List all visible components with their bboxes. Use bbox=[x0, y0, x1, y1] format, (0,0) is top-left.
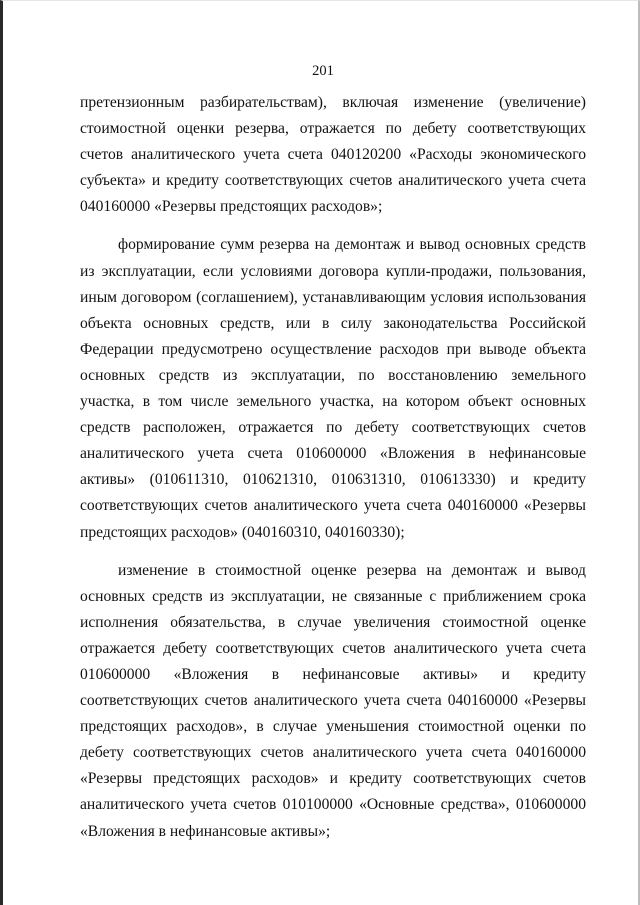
page-number: 201 bbox=[312, 63, 334, 79]
paragraph-3: изменение в стоимостной оценке резерва на демонтаж и вывод основных средств из эксплуатации, не связанные с приближением срока исполнения обязательства, в случае увеличения стоимостной оценке отражается дебету соответствующих счетов аналитического учета счета 010600000 «Вложения в нефинансовые активы» и кредиту соответствующих счетов аналитического учета счета 040160000 «Резервы предстоящих расходов», в случае уменьшения стоимостной оценки по дебету соответствующих счетов аналитического учета счета 040160000 «Резервы предстоящих расходов» и кредиту соответствующих счетов аналитического учета счетов 010100000 «Основные средства», 010600000 «Вложения в нефинансовые активы»; bbox=[80, 561, 586, 840]
paragraph-1: претензионным разбирательствам), включая изменение (увеличение) стоимостной оценки резерва, отражается по дебету соответствующих счетов аналитического учета счета 040120200 «Расходы экономического субъекта» и кредиту соответствующих счетов аналитического учета счета 040160000 «Резервы предстоящих расходов»; bbox=[80, 94, 586, 216]
document-body bbox=[80, 90, 586, 845]
paragraph-2: формирование сумм резерва на демонтаж и вывод основных средств из эксплуатации, если условиями договора купли-продажи, пользования, иным договором (соглашением), устанавливающим условия использования объекта основных средств, или в силу законодательства Российской Федерации предусмотрено осуществление расходов при выводе объекта основных средств из эксплуатации, по восстановлению земельного участка, в том числе земельного участка, на котором объект основных средств расположен, отражается по дебету соответствующих счетов аналитического учета счета 010600000 «Вложения в нефинансовые активы» (010611310, 010621310, 010631310, 010613330) и кредиту соответствующих счетов аналитического учета счета 040160000 «Резервы предстоящих расходов» (040160310, 040160330); bbox=[80, 236, 586, 541]
